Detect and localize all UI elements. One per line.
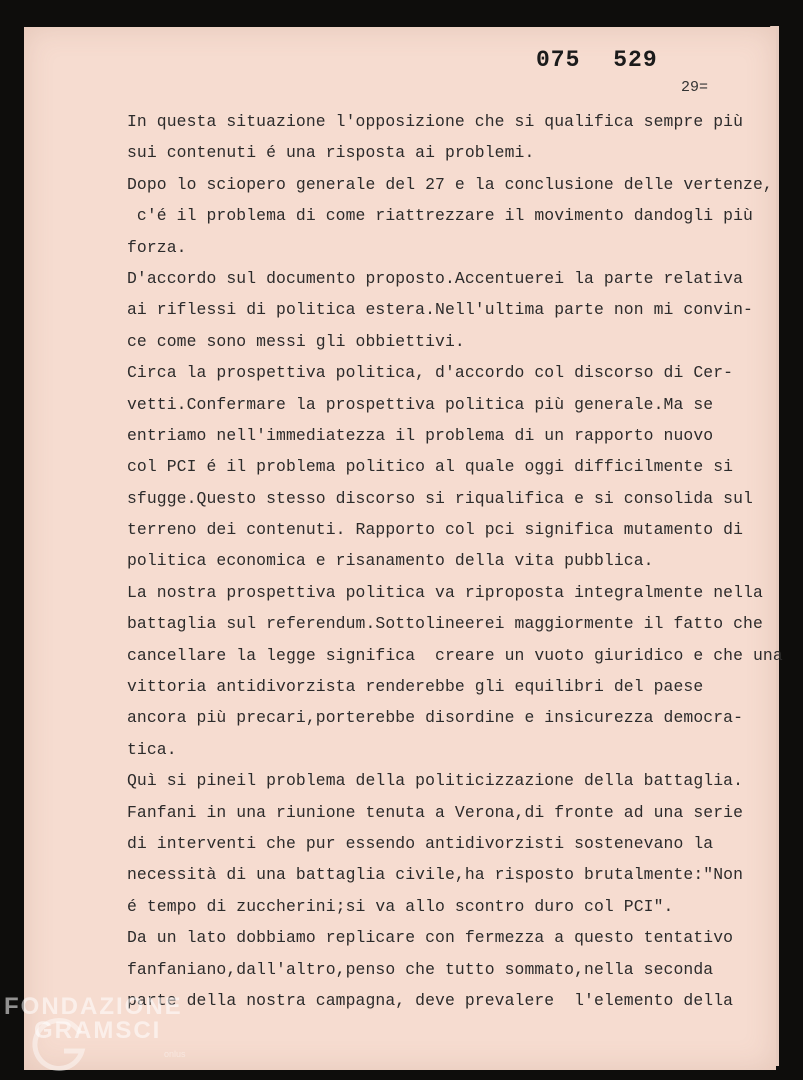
text-line: Da un lato dobbiamo replicare con fermezza a questo tentativo: [127, 928, 734, 948]
text-line: ai riflessi di politica estera.Nell'ultima parte non mi convin-: [127, 300, 753, 320]
text-line: é tempo di zuccherini;si va allo scontro duro col PCI".: [127, 896, 674, 916]
text-line: La nostra prospettiva politica va riproposta integralmente nella: [127, 582, 763, 602]
text-line: D'accordo sul documento proposto.Accentuerei la parte relativa: [127, 268, 744, 288]
watermark-logo: [4, 993, 234, 1073]
text-line: forza.: [127, 237, 187, 257]
text-line: fanfaniano,dall'altro,penso che tutto sommato,nella seconda: [127, 959, 714, 979]
text-line: Quì si pineil problema della politicizzazione della battaglia.: [127, 771, 744, 791]
text-line: c'é il problema di come riattrezzare il movimento dandogli più: [127, 206, 753, 226]
text-line: col PCI é il problema politico al quale oggi difficilmente si: [127, 457, 734, 477]
typewritten-page: [24, 27, 783, 1070]
text-line: entriamo nell'immediatezza il problema di un rapporto nuovo: [127, 425, 714, 445]
text-line: di interventi che pur essendo antidivorzisti sostenevano la: [127, 833, 714, 853]
text-line: battaglia sul referendum.Sottolineerei maggiormente il fatto che: [127, 614, 763, 634]
body-text: [127, 106, 783, 1016]
text-line: In questa situazione l'opposizione che si qualifica sempre più: [127, 112, 744, 131]
watermark-line1: FONDAZIONE: [4, 993, 183, 1020]
text-line: ancora più precari,porterebbe disordine e insicurezza democra-: [127, 708, 744, 728]
text-line: sui contenuti é una risposta ai problemi.: [127, 143, 535, 163]
text-line: tica.: [127, 739, 177, 759]
text-line: Fanfani in una riunione tenuta a Verona,di fronte ad una serie: [127, 802, 744, 822]
text-line: ce come sono messi gli obbiettivi.: [127, 331, 465, 351]
text-line: vittoria antidivorzista renderebbe gli equilibri del paese: [127, 677, 704, 697]
text-line: terreno dei contenuti. Rapporto col pci significa mutamento di: [127, 520, 744, 540]
text-line: Dopo lo sciopero generale del 27 e la conclusione delle vertenze,: [127, 174, 773, 194]
text-line: Circa la prospettiva politica, d'accordo col discorso di Cer-: [127, 363, 734, 383]
text-line: necessità di una battaglia civile,ha risposto brutalmente:"Non: [127, 865, 744, 885]
watermark-line2: GRAMSCI: [34, 1017, 162, 1044]
text-line: parte della nostra campagna, deve prevalere l'elemento della: [127, 990, 734, 1010]
watermark-sub: onlus: [164, 1049, 186, 1059]
text-line: politica economica e risanamento della vita pubblica.: [127, 551, 654, 571]
page-number: 29=: [681, 79, 709, 96]
archive-number: 075 529: [536, 47, 658, 73]
text-line: sfugge.Questo stesso discorso si riqualifica e si consolida sul: [127, 488, 753, 508]
text-line: cancellare la legge significa creare un vuoto giuridico e che una: [127, 645, 783, 665]
text-line: vetti.Confermare la prospettiva politica più generale.Ma se: [127, 394, 714, 414]
